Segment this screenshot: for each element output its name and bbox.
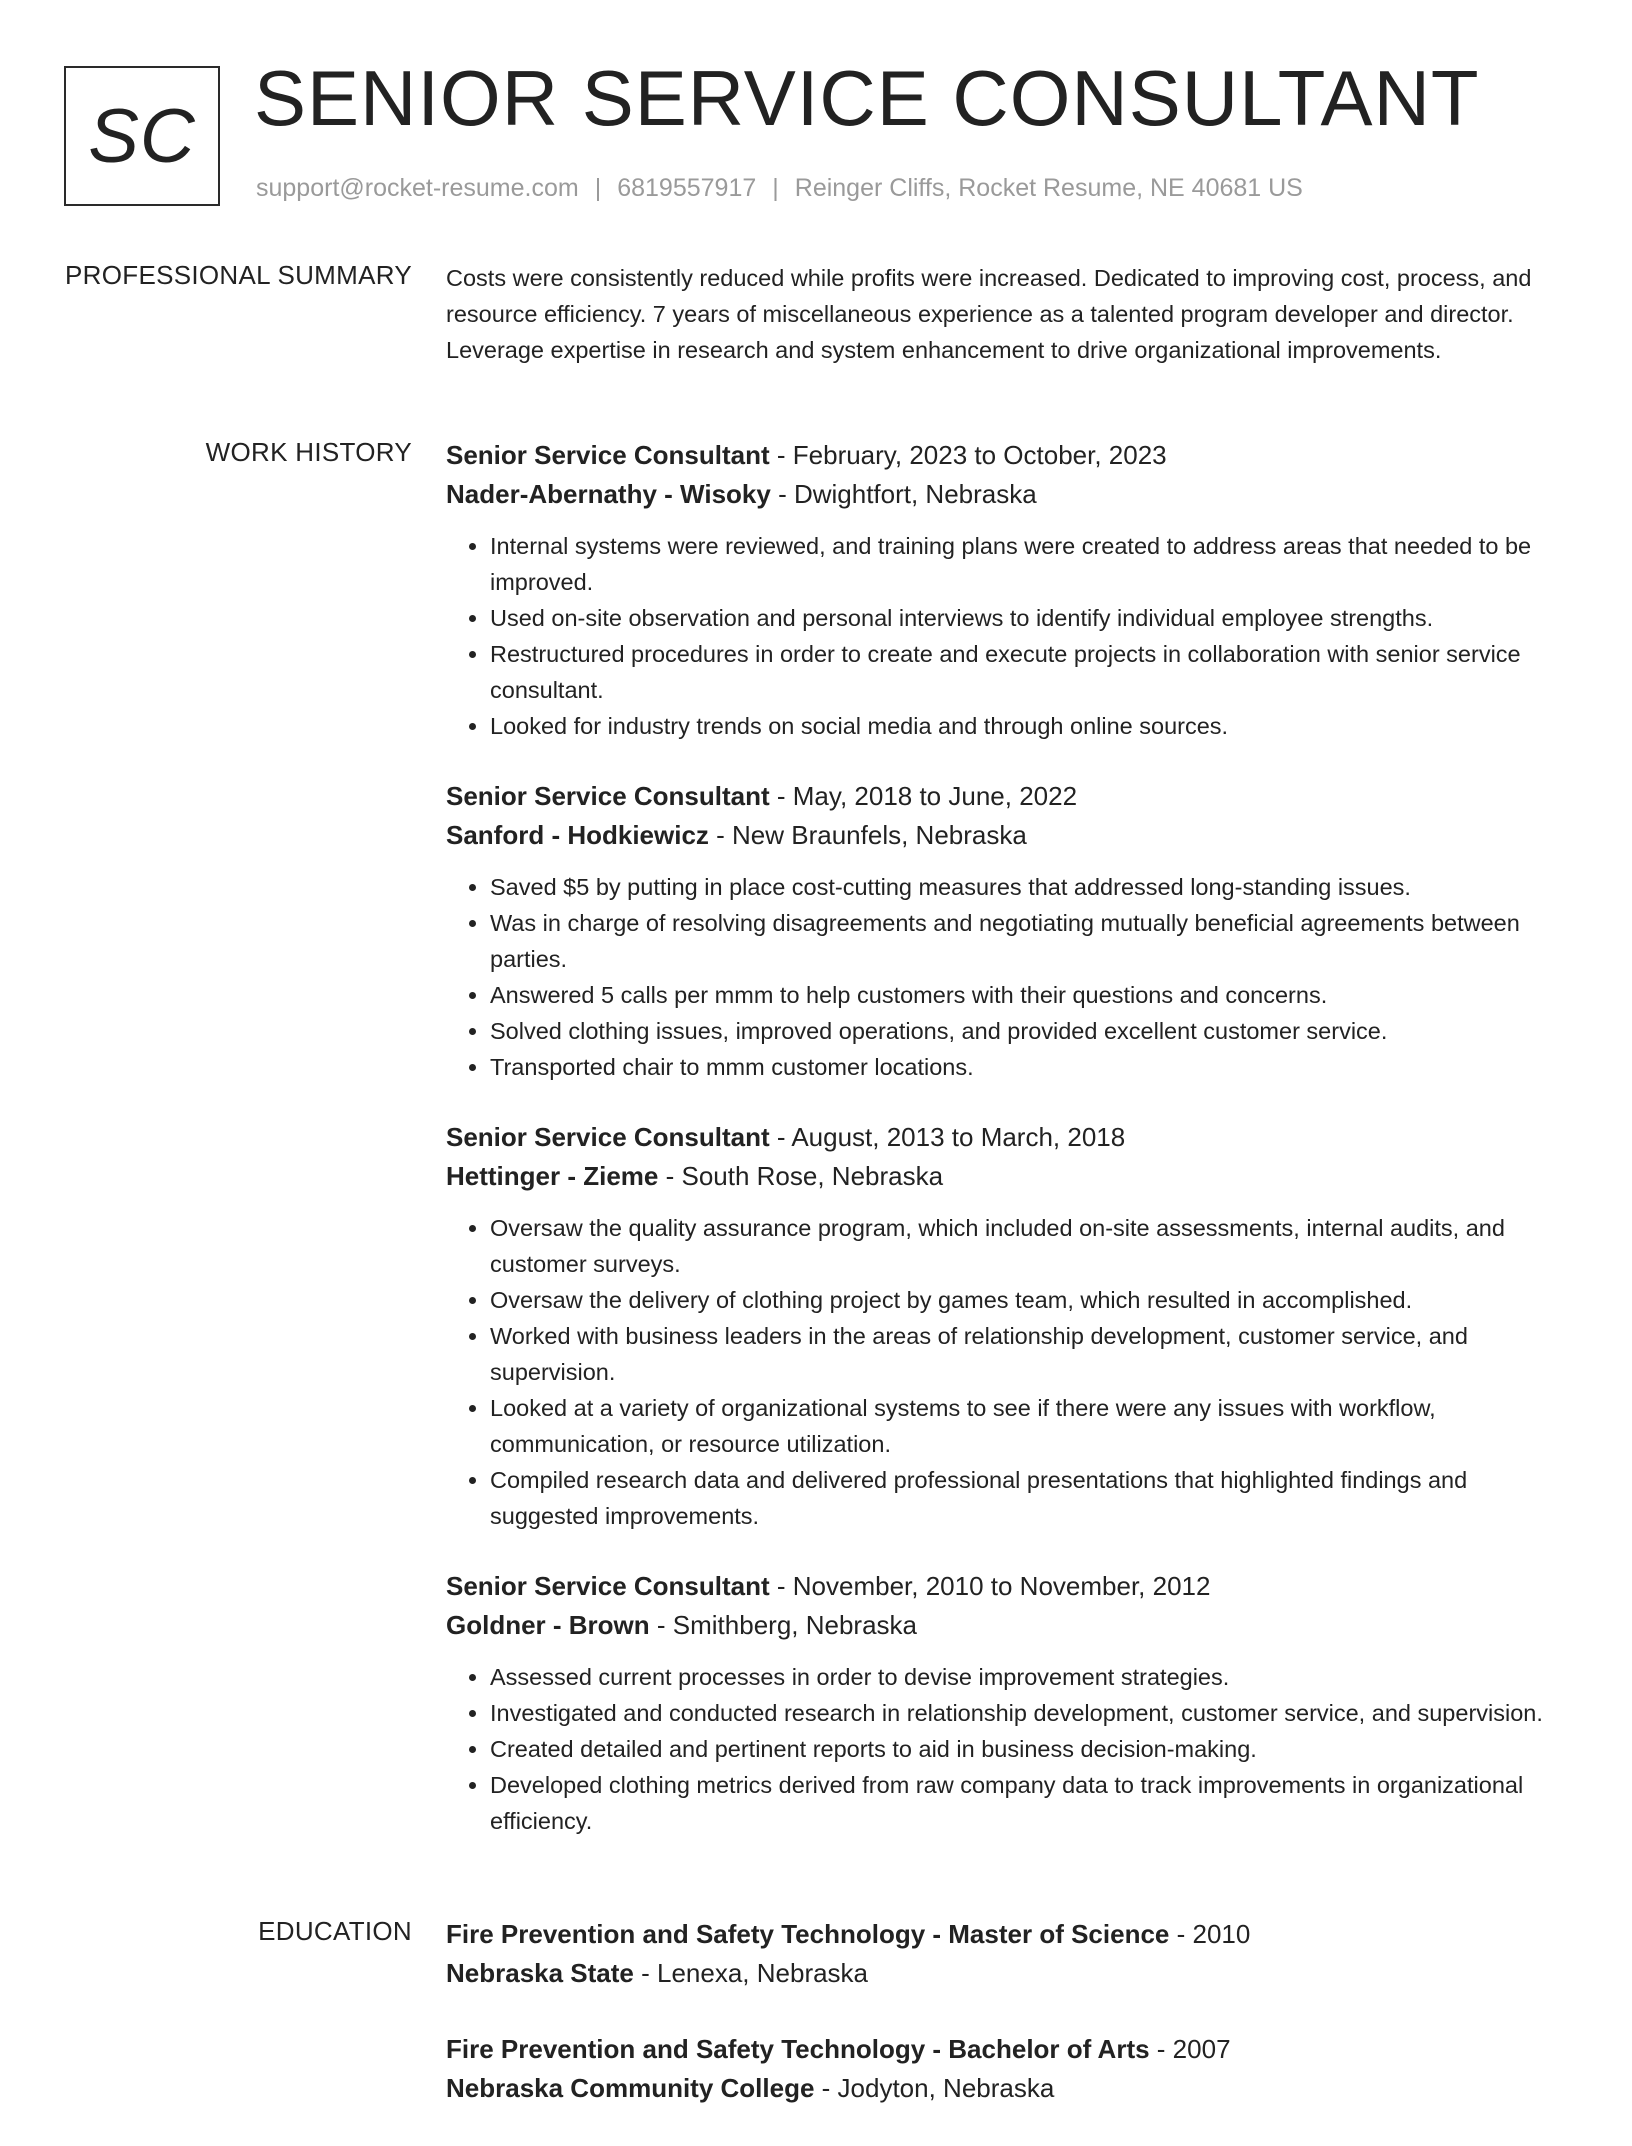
job-bullet: • Developed clothing metrics derived from raw company data to track improvements in organizational efficiency. [490,1767,1556,1839]
job-bullet: • Answered 5 calls per mmm to help customers with their questions and concerns. [490,977,1556,1013]
job-bullets [446,1659,1556,1839]
education-degree: Fire Prevention and Safety Technology - Bachelor of Arts [446,2034,1150,2064]
work-history-heading: WORK HISTORY [205,437,412,467]
job-title-line [446,1119,1556,1155]
job-location: - South Rose, Nebraska [658,1161,944,1191]
contact-separator: | [772,174,779,202]
job-title: Senior Service Consultant [446,440,770,470]
job-bullet: • Solved clothing issues, improved operations, and provided excellent customer service. [490,1013,1556,1049]
job-company: Nader-Abernathy - Wisoky [446,479,771,509]
job-bullet: • Looked at a variety of organizational systems to see if there were any issues with workflow, communication, or resource utilization. [490,1390,1556,1462]
contact-separator: | [594,174,602,202]
education-school: Nebraska State [446,1958,634,1988]
education-degree-line [446,1916,1556,1952]
education-location: - Jodyton, Nebraska [814,2073,1055,2103]
job-company-line [446,817,1556,853]
job-entry [446,437,1556,744]
education-entry [446,2031,1556,2106]
resume-title: SENIOR SERVICE CONSULTANT [254,54,1480,142]
job-bullet: • Saved $5 by putting in place cost-cutting measures that addressed long-standing issues. [490,869,1556,905]
job-bullet: • Transported chair to mmm customer locations. [490,1049,1556,1085]
education-degree-line [446,2031,1556,2067]
job-bullet: • Oversaw the quality assurance program, which included on-site assessments, internal audits, and customer surveys. [490,1210,1556,1282]
job-bullet: • Used on-site observation and personal interviews to identify individual employee strengths. [490,600,1556,636]
job-dates: - August, 2013 to March, 2018 [769,1122,1126,1152]
job-bullet: • Internal systems were reviewed, and training plans were created to address areas that needed to be improved. [490,528,1556,600]
job-bullet: • Oversaw the delivery of clothing project by games team, which resulted in accomplished. [490,1282,1556,1318]
contact-line [256,174,1303,203]
monogram-box [64,66,220,206]
summary-heading: PROFESSIONAL SUMMARY [65,260,412,290]
job-bullet: • Investigated and conducted research in relationship development, customer service, and supervision. [490,1695,1556,1731]
job-bullet: • Was in charge of resolving disagreements and negotiating mutually beneficial agreements between parties. [490,905,1556,977]
job-company-line [446,1607,1556,1643]
contact-email[interactable]: support@rocket-resume.com [256,174,579,202]
education-year: - 2007 [1149,2034,1231,2064]
job-bullet: • Restructured procedures in order to create and execute projects in collaboration with senior service consultant. [490,636,1556,708]
job-location: - Dwightfort, Nebraska [770,479,1037,509]
education-heading: EDUCATION [258,1916,412,1946]
education-school: Nebraska Community College [446,2073,815,2103]
job-title-line [446,778,1556,814]
job-location: - New Braunfels, Nebraska [708,820,1027,850]
contact-phone[interactable]: 6819557917 [617,174,757,202]
job-title: Senior Service Consultant [446,1122,770,1152]
job-bullet: • Compiled research data and delivered professional presentations that highlighted findings and suggested improvements. [490,1462,1556,1534]
education-entry [446,1916,1556,1991]
job-entry [446,1568,1556,1839]
job-title: Senior Service Consultant [446,781,770,811]
job-bullet: • Looked for industry trends on social media and through online sources. [490,708,1556,744]
monogram-initials: SC [88,93,196,179]
education-location: - Lenexa, Nebraska [633,1958,869,1988]
job-location: - Smithberg, Nebraska [649,1610,917,1640]
job-dates: - February, 2023 to October, 2023 [769,440,1167,470]
job-entry [446,778,1556,1085]
job-company: Goldner - Brown [446,1610,650,1640]
education-degree: Fire Prevention and Safety Technology - Master of Science [446,1919,1170,1949]
summary-text: Costs were consistently reduced while profits were increased. Dedicated to improving cost, process, and resource efficiency. 7 years of miscellaneous experience as a talented program developer and director. Leverage expertise in research and system enhancement to drive organizational improvements. [446,265,1532,363]
job-bullets [446,528,1556,744]
job-bullets [446,869,1556,1085]
job-title-line [446,437,1556,473]
job-bullet: • Created detailed and pertinent reports to aid in business decision-making. [490,1731,1556,1767]
job-bullet: • Worked with business leaders in the areas of relationship development, customer service, and supervision. [490,1318,1556,1390]
job-bullet: • Assessed current processes in order to devise improvement strategies. [490,1659,1556,1695]
job-title: Senior Service Consultant [446,1571,770,1601]
education-year: - 2010 [1169,1919,1251,1949]
education-school-line [446,2070,1556,2106]
education-school-line [446,1955,1556,1991]
job-dates: - May, 2018 to June, 2022 [769,781,1078,811]
job-company-line [446,476,1556,512]
job-company: Sanford - Hodkiewicz [446,820,709,850]
job-dates: - November, 2010 to November, 2012 [769,1571,1211,1601]
job-entry [446,1119,1556,1534]
job-company: Hettinger - Zieme [446,1161,659,1191]
job-title-line [446,1568,1556,1604]
job-bullets [446,1210,1556,1534]
job-company-line [446,1158,1556,1194]
contact-address: Reinger Cliffs, Rocket Resume, NE 40681 US [794,174,1303,202]
